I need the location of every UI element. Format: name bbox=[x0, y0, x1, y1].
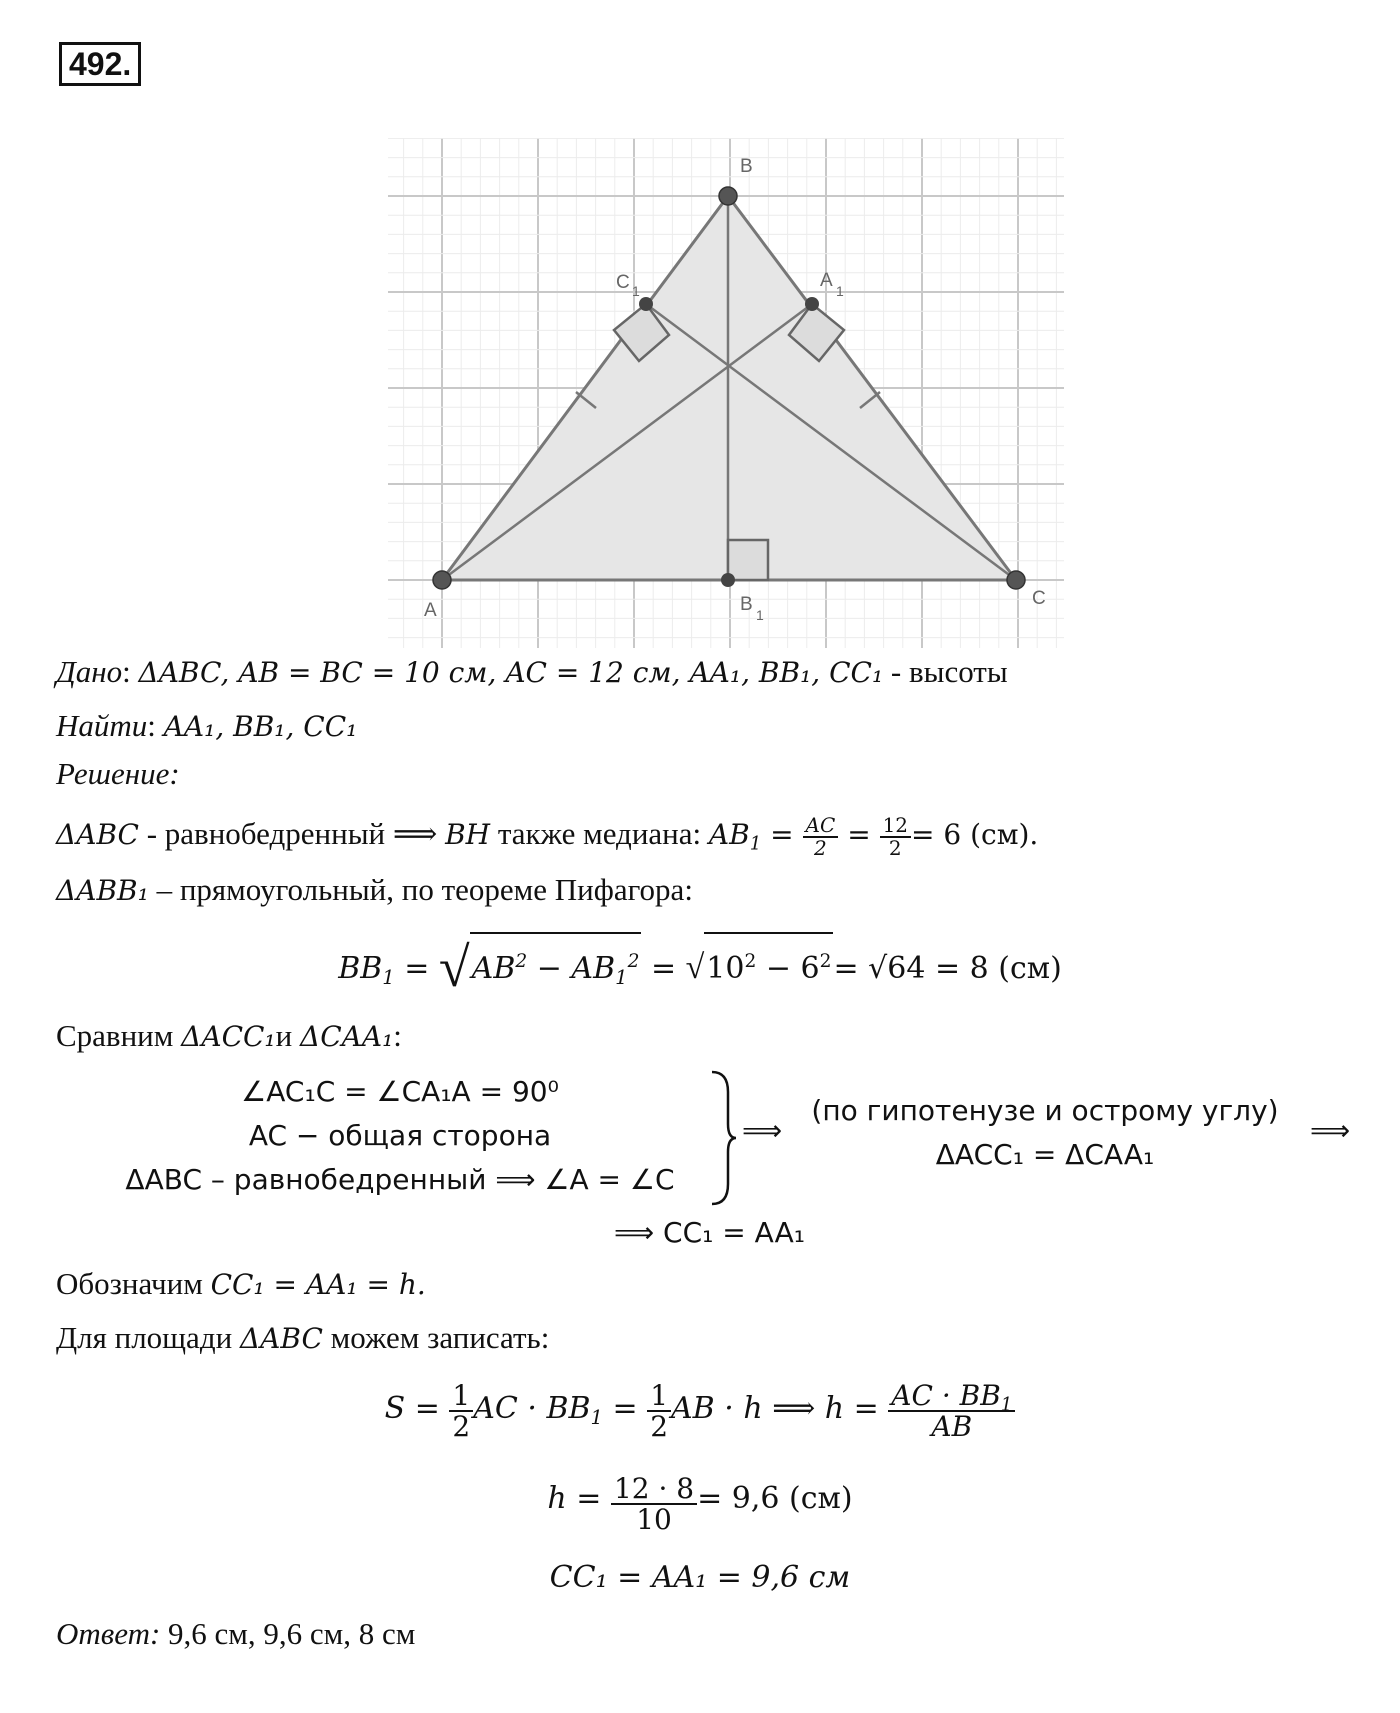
label-b1: B bbox=[740, 594, 753, 615]
point-c1 bbox=[639, 297, 653, 311]
compare-b: ΔCAA₁ bbox=[299, 1020, 394, 1053]
system-line2: AC − общая сторона bbox=[248, 1119, 552, 1152]
given-line: Дано: ΔABC, AB = BC = 10 см, AC = 12 см, AA₁, BB₁, CC₁ - высоты bbox=[56, 654, 1008, 689]
given-expr: ΔABC, AB = BC = 10 см, AC = 12 см, AA₁, BB₁, CC₁ bbox=[138, 656, 884, 689]
triangle-figure bbox=[388, 138, 1064, 648]
h-num: 12 · 8 bbox=[611, 1474, 697, 1505]
step1-bh: BH bbox=[445, 818, 491, 851]
given-label: Дано bbox=[56, 654, 123, 689]
step2-text: – прямоугольный, по теореме Пифагора: bbox=[148, 872, 693, 907]
implies-2: ⟹ bbox=[1310, 1114, 1351, 1147]
frac-ac-2: $\frac{AC}{2}$ bbox=[803, 815, 839, 859]
denote-expr: CC₁ = AA₁ = h. bbox=[210, 1268, 426, 1301]
problem-number: 492. bbox=[59, 42, 141, 86]
label-c1-sub: 1 bbox=[632, 283, 640, 299]
right-angle-b1 bbox=[728, 540, 768, 580]
area-formula: S = $\frac{1}{2}$ AC · $BB_1$ = $\frac{1}{2}$ AB · h ⟹ h = $\frac{AC \cdot BB_1}{AB}$ bbox=[0, 1364, 1400, 1454]
find-label: Найти bbox=[56, 708, 148, 743]
system-line3: ΔABC – равнобедренный ⟹ ∠A = ∠C bbox=[125, 1163, 675, 1196]
step2-line bbox=[56, 868, 693, 912]
step1-ab1: $AB_1$ = bbox=[708, 818, 803, 855]
label-b: B bbox=[740, 156, 753, 177]
frac-12-2: $\frac{12}{2}$ bbox=[880, 815, 911, 859]
solution-label: Решение: bbox=[56, 756, 180, 791]
system-line1: ∠AC₁C = ∠CA₁A = 90⁰ bbox=[241, 1075, 559, 1108]
given-suffix: - высоты bbox=[890, 654, 1008, 689]
find-expr: AA₁, BB₁, CC₁ bbox=[163, 710, 358, 743]
label-b1-sub: 1 bbox=[756, 607, 764, 623]
cc-equals-aa: ⟹ CC₁ = AA₁ bbox=[614, 1216, 805, 1249]
area-text2: можем записать: bbox=[322, 1320, 550, 1355]
system-conclusion: ΔACC₁ = ΔCAA₁ bbox=[935, 1138, 1155, 1171]
area-line bbox=[56, 1316, 549, 1360]
answer-value: 9,6 см, 9,6 см, 8 см bbox=[160, 1616, 416, 1651]
h-result: = 9,6 (см) bbox=[697, 1481, 853, 1516]
label-c: C bbox=[1032, 588, 1046, 609]
answer-line bbox=[56, 1612, 415, 1656]
h-den: 10 bbox=[636, 1503, 672, 1537]
step1-text2: также медиана: bbox=[490, 816, 709, 851]
point-b bbox=[719, 187, 737, 205]
point-c bbox=[1007, 571, 1025, 589]
system-conditions bbox=[80, 1068, 720, 1208]
compare-text: Сравним bbox=[56, 1018, 182, 1053]
point-a1 bbox=[805, 297, 819, 311]
area-text: Для площади bbox=[56, 1320, 240, 1355]
area-tri: ΔABC bbox=[239, 1322, 323, 1355]
right-brace bbox=[708, 1068, 738, 1208]
label-a1: A bbox=[820, 270, 833, 291]
pythagoras-formula: $BB_1 = √AB^2 - AB_1^2 = √10^2 - 6^2= √64 = 8$ (см) bbox=[0, 932, 1400, 1002]
implies-1: ⟹ bbox=[742, 1114, 783, 1147]
point-a bbox=[433, 571, 451, 589]
answer-label: Ответ: bbox=[56, 1616, 161, 1651]
system-reason: (по гипотенузе и острому углу) bbox=[811, 1094, 1279, 1127]
denote-line bbox=[56, 1262, 426, 1306]
step1-result: = 6 (см). bbox=[911, 818, 1039, 851]
label-a: A bbox=[424, 600, 437, 621]
compare-mid: и bbox=[275, 1018, 300, 1053]
label-a1-sub: 1 bbox=[836, 283, 844, 299]
step2-prefix: ΔABB₁ bbox=[56, 874, 149, 907]
step1-prefix: ΔABC bbox=[56, 818, 139, 851]
compare-line: Сравним ΔACC₁и ΔCAA₁: bbox=[56, 1018, 402, 1053]
find-line: Найти: AA₁, BB₁, CC₁ bbox=[56, 708, 358, 743]
compare-a: ΔACC₁ bbox=[181, 1020, 276, 1053]
denote-text: Обозначим bbox=[56, 1266, 211, 1301]
final-equation: CC₁ = AA₁ = 9,6 см bbox=[549, 1560, 851, 1595]
label-c1: C bbox=[616, 272, 630, 293]
step1-text: - равнобедренный ⟹ bbox=[138, 816, 446, 851]
step1-line: ΔABC - равнобедренный ⟹ BH также медиана: $AB_1$ = $\frac{AC}{2}$ = $\frac{12}{2}$ = 6 (см). bbox=[56, 812, 1039, 860]
point-b1 bbox=[721, 573, 735, 587]
pyth-result: = √64 = 8 (см) bbox=[833, 951, 1062, 986]
h-calc: h = $\frac{12 \cdot 8}{10}$ = 9,6 (см) bbox=[547, 1471, 853, 1537]
